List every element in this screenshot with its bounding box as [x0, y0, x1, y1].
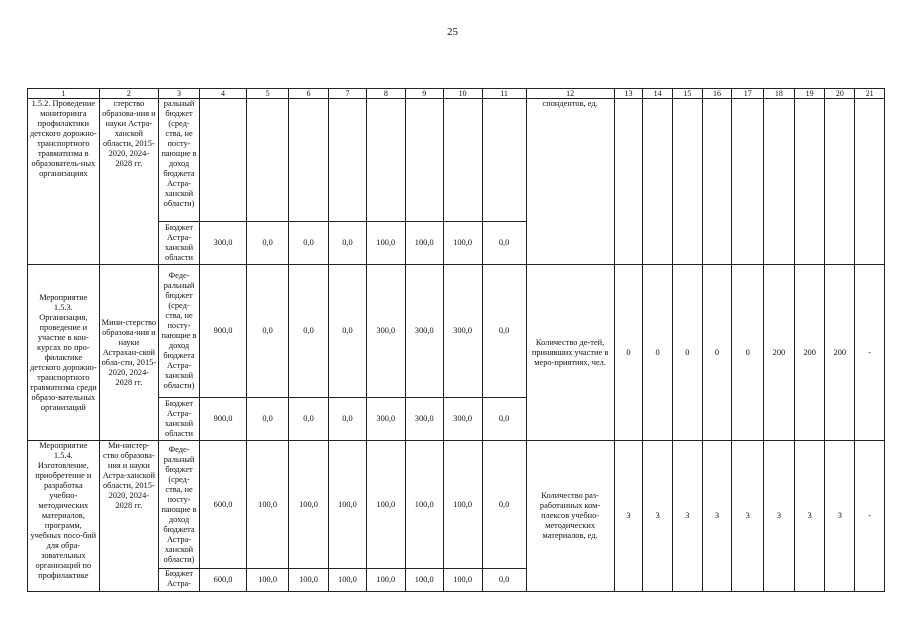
value-cell: 300,0	[443, 398, 482, 441]
target-cell: 0	[643, 265, 673, 441]
target-cell: 3	[672, 441, 702, 592]
header-cell: 9	[405, 89, 443, 99]
value-cell: 300,0	[443, 265, 482, 398]
target-cell: 3	[643, 441, 673, 592]
activity-name: Мероприятие 1.5.4. Изготовление, приобретение и разработка учебно-методических материалов, программ, учебных посо-бий для обра-зовательных организаций по профилактике	[28, 441, 100, 592]
header-cell: 11	[482, 89, 526, 99]
header-cell: 7	[328, 89, 366, 99]
target-cell	[702, 99, 732, 265]
header-row	[28, 89, 885, 99]
page-number: 25	[447, 26, 458, 38]
value-cell: 100,0	[366, 569, 405, 592]
value-cell: 0,0	[482, 569, 526, 592]
executor: Ми-нистер-ство образова-ния и науки Астра-ханской области, 2015-2020, 2024-2028 гг.	[99, 441, 158, 592]
funding-source: Бюджет Астра-ханской области	[159, 222, 200, 265]
indicator: Количество де-тей, принявших участие в меро-приятиях, чел.	[526, 265, 614, 441]
funding-source: Бюджет Астра-ханской области	[159, 398, 200, 441]
value-cell	[482, 99, 526, 222]
value-cell: 600,0	[200, 441, 247, 569]
target-cell: 3	[702, 441, 732, 592]
executor: Мини-стерство образова-ния и науки Астрахан-ской обла-сти, 2015-2020, 2024-2028 гг.	[99, 265, 158, 441]
value-cell: 300,0	[405, 398, 443, 441]
value-cell: 0,0	[482, 265, 526, 398]
header-cell: 21	[855, 89, 885, 99]
header-cell: 17	[732, 89, 764, 99]
target-cell	[614, 99, 643, 265]
value-cell	[405, 99, 443, 222]
value-cell: 900,0	[200, 398, 247, 441]
header-cell: 2	[99, 89, 158, 99]
header-cell: 13	[614, 89, 643, 99]
value-cell	[443, 99, 482, 222]
value-cell: 100,0	[328, 441, 366, 569]
value-cell: 100,0	[443, 441, 482, 569]
target-cell: 3	[732, 441, 764, 592]
funding-source: Феде-ральный бюджет (сред-ства, не посту-пающие в доход бюджета Астра-ханской области)	[159, 265, 200, 398]
program-table	[27, 88, 885, 592]
value-cell: 100,0	[328, 569, 366, 592]
indicator: спондентов, ед.	[526, 99, 614, 265]
executor: стерство образова-ния и науки Астра-ханской области, 2015-2020, 2024-2028 гг.	[99, 99, 158, 265]
header-cell: 15	[672, 89, 702, 99]
target-cell: 0	[672, 265, 702, 441]
value-cell: 100,0	[366, 441, 405, 569]
header-cell: 10	[443, 89, 482, 99]
funding-source: ральный бюджет (сред-ства, не посту-пающие в доход бюджета Астра-ханской области)	[159, 99, 200, 222]
value-cell: 0,0	[247, 222, 289, 265]
value-cell	[200, 99, 247, 222]
value-cell: 300,0	[200, 222, 247, 265]
target-cell	[794, 99, 825, 265]
target-cell	[672, 99, 702, 265]
target-cell	[643, 99, 673, 265]
funding-source: Феде-ральный бюджет (сред-ства, не посту-пающие в доход бюджета Астра-ханской области)	[159, 441, 200, 569]
header-cell: 19	[794, 89, 825, 99]
header-cell: 16	[702, 89, 732, 99]
target-cell: 0	[702, 265, 732, 441]
target-cell: -	[855, 265, 885, 441]
value-cell: 0,0	[328, 398, 366, 441]
target-cell: 3	[794, 441, 825, 592]
value-cell: 100,0	[405, 441, 443, 569]
header-cell: 20	[825, 89, 855, 99]
target-cell: 200	[764, 265, 795, 441]
value-cell: 100,0	[247, 569, 289, 592]
value-cell: 100,0	[443, 569, 482, 592]
target-cell: 3	[764, 441, 795, 592]
header-cell: 1	[28, 89, 100, 99]
header-cell: 3	[159, 89, 200, 99]
header-cell: 4	[200, 89, 247, 99]
value-cell: 0,0	[289, 398, 329, 441]
header-cell: 8	[366, 89, 405, 99]
value-cell: 0,0	[247, 265, 289, 398]
table-row	[28, 99, 885, 222]
target-cell: -	[855, 441, 885, 592]
value-cell: 100,0	[366, 222, 405, 265]
value-cell: 100,0	[405, 569, 443, 592]
table-row	[28, 441, 885, 569]
value-cell: 0,0	[289, 265, 329, 398]
value-cell: 0,0	[482, 441, 526, 569]
value-cell: 100,0	[443, 222, 482, 265]
header-cell: 5	[247, 89, 289, 99]
value-cell: 100,0	[405, 222, 443, 265]
target-cell: 200	[825, 265, 855, 441]
value-cell: 100,0	[289, 569, 329, 592]
value-cell: 300,0	[405, 265, 443, 398]
value-cell: 0,0	[289, 222, 329, 265]
value-cell: 100,0	[289, 441, 329, 569]
value-cell: 0,0	[328, 265, 366, 398]
value-cell: 100,0	[247, 441, 289, 569]
header-cell: 18	[764, 89, 795, 99]
activity-name: 1.5.2. Проведение мониторинга профилактики детского дорожно-транспортного травматизма в образователь-ных организациях	[28, 99, 100, 265]
header-cell: 6	[289, 89, 329, 99]
value-cell	[289, 99, 329, 222]
funding-source: Бюджет Астра-	[159, 569, 200, 592]
value-cell	[247, 99, 289, 222]
target-cell: 3	[614, 441, 643, 592]
value-cell: 0,0	[328, 222, 366, 265]
value-cell	[328, 99, 366, 222]
value-cell	[366, 99, 405, 222]
table-row	[28, 265, 885, 398]
value-cell: 900,0	[200, 265, 247, 398]
value-cell: 0,0	[482, 222, 526, 265]
target-cell: 200	[794, 265, 825, 441]
target-cell	[764, 99, 795, 265]
value-cell: 300,0	[366, 265, 405, 398]
value-cell: 600,0	[200, 569, 247, 592]
indicator: Количество раз-работанных ком-плексов учебно-методических материалов, ед.	[526, 441, 614, 592]
header-cell: 12	[526, 89, 614, 99]
target-cell: 0	[614, 265, 643, 441]
target-cell	[825, 99, 855, 265]
target-cell	[855, 99, 885, 265]
value-cell: 0,0	[482, 398, 526, 441]
value-cell: 0,0	[247, 398, 289, 441]
target-cell: 0	[732, 265, 764, 441]
value-cell: 300,0	[366, 398, 405, 441]
header-cell: 14	[643, 89, 673, 99]
activity-name: Мероприятие 1.5.3. Организация, проведение и участие в кон-курсах по про-филактике детского дорожно-транспортного травматизма среди образо-вательных организаций	[28, 265, 100, 441]
target-cell: 3	[825, 441, 855, 592]
target-cell	[732, 99, 764, 265]
